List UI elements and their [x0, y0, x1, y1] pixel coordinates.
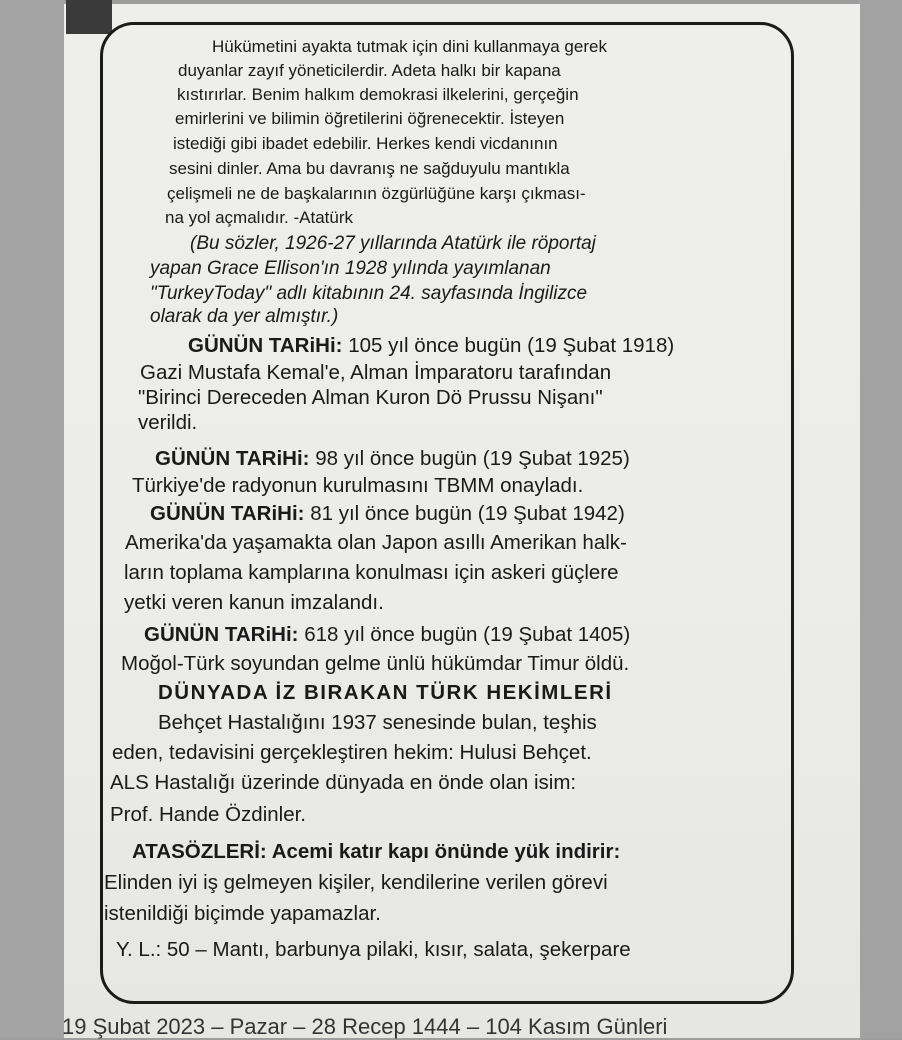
event-date: 105 yıl önce bugün (19 Şubat 1918) [348, 334, 675, 357]
proverb-text: Acemi katır kapı önünde yük indirir: [271, 840, 621, 863]
doctors-line: Behçet Hastalığını 1937 senesinde bulan, teşhis [158, 711, 597, 734]
event-text-line: "Birinci Dereceden Alman Kuron Dö Prussu Nişanı" [138, 386, 603, 409]
event-date: 98 yıl önce bugün (19 Şubat 1925) [315, 447, 630, 470]
page-footer-date: 19 Şubat 2023 – Pazar – 28 Recep 1444 – 104 Kasım Günleri [62, 1014, 668, 1039]
quote-line: emirlerini ve bilimin öğretilerini öğrenecektir. İsteyen [175, 109, 565, 128]
doctors-heading: DÜNYADA İZ BIRAKAN TÜRK HEKİMLERİ [158, 681, 613, 704]
doctors-line: eden, tedavisini gerçekleştiren hekim: Hulusi Behçet. [112, 741, 592, 764]
event-label: GÜNÜN TARiHi: [155, 447, 310, 470]
proverb-line: Elinden iyi iş gelmeyen kişiler, kendilerine verilen görevi [104, 871, 608, 894]
event-date: 81 yıl önce bugün (19 Şubat 1942) [310, 502, 625, 525]
quote-line: na yol açmalıdır. -Atatürk [165, 208, 354, 227]
event-heading [144, 623, 630, 647]
background-dark-corner [66, 0, 112, 34]
event-text-line: ların toplama kamplarına konulması için askeri güçlere [124, 561, 619, 584]
event-heading [188, 334, 674, 358]
event-heading [155, 447, 630, 471]
note-line: (Bu sözler, 1926-27 yıllarında Atatürk ile röportaj [190, 233, 596, 254]
event-date: 618 yıl önce bugün (19 Şubat 1405) [304, 623, 631, 646]
quote-line: duyanlar zayıf yöneticilerdir. Adeta halkı bir kapana [178, 61, 561, 80]
quote-line: kıstırırlar. Benim halkım demokrasi ilkelerini, gerçeğin [177, 85, 579, 104]
quote-line: sesini dinler. Ama bu davranış ne sağduyulu mantıkla [169, 159, 570, 178]
event-text-line: verildi. [138, 411, 198, 434]
event-label: GÜNÜN TARiHi: [188, 334, 343, 357]
note-line: olarak da yer almıştır.) [150, 306, 339, 327]
event-text-line: Amerika'da yaşamakta olan Japon asıllı Amerikan halk- [125, 531, 627, 554]
background-left [0, 0, 64, 1038]
event-text-line: Moğol-Türk soyundan gelme ünlü hükümdar Timur öldü. [121, 652, 630, 675]
proverb-heading [132, 840, 620, 864]
background-right [858, 0, 902, 1038]
event-label: GÜNÜN TARiHi: [150, 502, 305, 525]
daily-menu: Y. L.: 50 – Mantı, barbunya pilaki, kısır, salata, şekerpare [116, 938, 631, 961]
event-heading [150, 502, 625, 526]
event-text-line: yetki veren kanun imzalandı. [124, 591, 384, 614]
event-text-line: Türkiye'de radyonun kurulmasını TBMM onayladı. [132, 474, 584, 497]
note-line: "TurkeyToday" adlı kitabının 24. sayfasında İngilizce [150, 283, 588, 304]
event-label: GÜNÜN TARiHi: [144, 623, 299, 646]
doctors-line: ALS Hastalığı üzerinde dünyada en önde olan isim: [110, 771, 577, 794]
quote-line: Hükümetini ayakta tutmak için dini kullanmaya gerek [212, 37, 607, 56]
quote-line: istediği gibi ibadet edebilir. Herkes kendi vicdanının [173, 134, 558, 153]
proverb-line: istenildiği biçimde yapamazlar. [104, 902, 381, 925]
note-line: yapan Grace Ellison'ın 1928 yılında yayımlanan [150, 258, 551, 279]
proverb-label: ATASÖZLERİ: [132, 840, 267, 863]
event-text-line: Gazi Mustafa Kemal'e, Alman İmparatoru tarafından [140, 361, 612, 384]
quote-line: çelişmeli ne de başkalarının özgürlüğüne karşı çıkması- [167, 184, 586, 203]
doctors-line: Prof. Hande Özdinler. [110, 803, 306, 826]
